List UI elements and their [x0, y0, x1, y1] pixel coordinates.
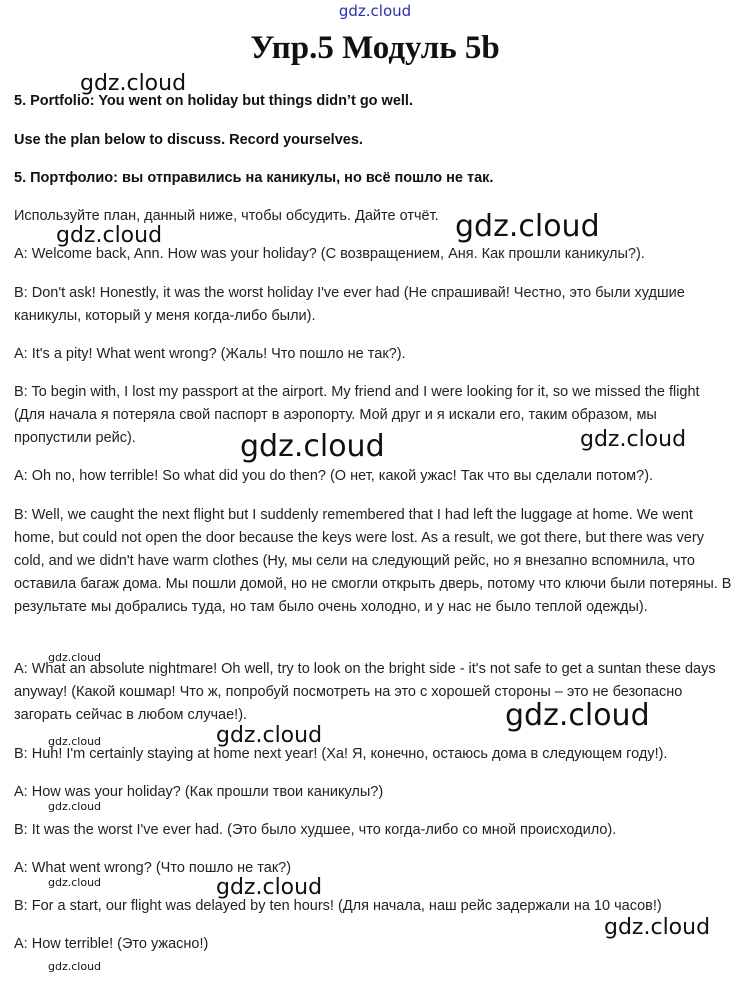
watermark: gdz.cloud — [216, 723, 323, 748]
watermark: gdz.cloud — [455, 209, 600, 244]
page-title: Упр.5 Модуль 5b — [250, 30, 500, 66]
watermark: gdz.cloud — [216, 875, 323, 900]
dialogue-line: B: For a start, our flight was delayed by ten hours! (Для начала, наш рейс задержали на 10 часов!) — [14, 898, 662, 914]
task-line-4: Используйте план, данный ниже, чтобы обсудить. Дайте отчёт. — [14, 208, 439, 224]
dialogue-line: A: Welcome back, Ann. How was your holiday? (С возвращением, Аня. Как прошли каникулы?). — [14, 246, 645, 262]
dialogue-line: B: Huh! I'm certainly staying at home next year! (Ха! Я, конечно, остаюсь дома в следующем году!). — [14, 746, 668, 762]
task-line-3: 5. Портфолио: вы отправились на каникулы, но всё пошло не так. — [14, 170, 494, 186]
dialogue-line: A: How was your holiday? (Как прошли твои каникулы?) — [14, 784, 384, 800]
dialogue-line: B: To begin with, I lost my passport at the airport. My friend and I were looking for it, so we missed the flight (Для начала я потеряла свой паспорт в аэропорту. Мой друг и я искали его, таким образом, мы пропустили рейс). — [14, 384, 700, 446]
watermark: gdz.cloud — [580, 427, 687, 452]
watermark: gdz.cloud — [505, 698, 650, 733]
watermark: gdz.cloud — [48, 735, 102, 748]
watermark: gdz.cloud — [56, 223, 163, 248]
site-link[interactable]: gdz.cloud — [338, 2, 412, 20]
watermark: gdz.cloud — [48, 651, 102, 664]
dialogue-line: B: Well, we caught the next flight but I suddenly remembered that I had left the luggage at home. We went home, but could not open the door because the keys were lost. As a result, we got there, but there was very cold, and we didn't have warm clothes (Ну, мы сели на следующий рейс, но я внезапно вспомнила, что оставила багаж дома. Мы пошли домой, но не смогли открыть дверь, потому что ключи были потеряны. В результате мы добрались туда, но там было очень холодно, и у нас не было теплой одежды). — [14, 507, 732, 615]
dialogue-line: A: Oh no, how terrible! So what did you do then? (О нет, какой ужас! Так что вы сделали потом?). — [14, 468, 654, 484]
dialogue-line: A: It's a pity! What went wrong? (Жаль! Что пошло не так?). — [14, 346, 406, 362]
watermark: gdz.cloud — [80, 71, 187, 96]
task-line-2: Use the plan below to discuss. Record yourselves. — [14, 132, 363, 148]
task-line-1: 5. Portfolio: You went on holiday but things didn’t go well. — [14, 93, 413, 109]
dialogue-line: A: How terrible! (Это ужасно!) — [14, 936, 209, 952]
watermark: gdz.cloud — [48, 876, 102, 889]
watermark: gdz.cloud — [48, 800, 102, 813]
dialogue-line: B: It was the worst I've ever had. (Это было худшее, что когда-либо со мной происходило). — [14, 822, 617, 838]
watermark: gdz.cloud — [604, 915, 711, 940]
dialogue-line: B: Don't ask! Honestly, it was the worst holiday I've ever had (Не спрашивай! Честно, это были худшие каникулы, который у меня когда-либо были). — [14, 285, 685, 324]
watermark: gdz.cloud — [240, 429, 385, 464]
watermark: gdz.cloud — [48, 960, 102, 973]
dialogue-line: A: What went wrong? (Что пошло не так?) — [14, 860, 292, 876]
dialogue-line: A: What an absolute nightmare! Oh well, try to look on the bright side - it's not safe to get a suntan these days anyway! (Какой кошмар! Что ж, попробуй посмотреть на это с хорошей стороны – это не безопасно загорать сейчас в любом случае!). — [14, 661, 716, 723]
